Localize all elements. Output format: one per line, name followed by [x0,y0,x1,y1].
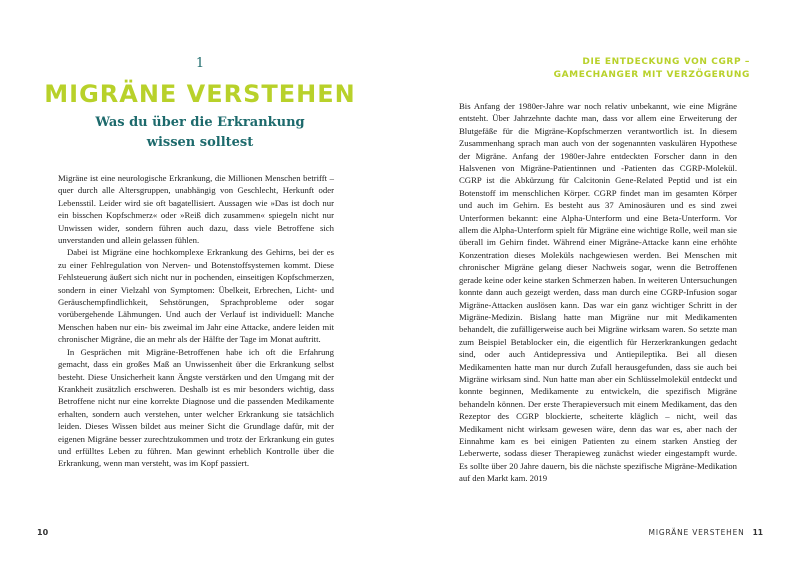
left-body-text [58,172,334,470]
section-heading [480,56,750,82]
left-paragraph: Dabei ist Migräne eine hochkomplexe Erkrankung des Gehirns, bei der es zu einer Fehlregulation von Nerven- und Botenstoffsystemen kommt. Diese Fehlsteuerung äußert sich nicht nur in pochenden, einseitigen Kopfschmerzen, sondern in einer Vielzahl von Symptomen: Übelkeit, Erbrechen, Licht- und Geräuschempfindlichkeit, Sehstörungen, Sprachprobleme oder sogar vorübergehende Lähmungen. Und auch der Verlauf ist individuell: Manche Menschen haben nur ein- bis zweimal im Jahr eine Attacke, andere leiden mit chronischer Migräne, die an mehr als der Hälfte der Tage im Monat auftritt. [58,247,334,345]
section-heading-line-2: GAMECHANGER MIT VERZÖGERUNG [553,70,750,80]
right-footer [649,528,763,537]
left-page-number: 10 [37,528,49,537]
chapter-number: 1 [195,56,205,71]
left-paragraph: Migräne ist eine neurologische Erkrankung, die Millionen Menschen betrifft – quer durch alle Altersgruppen, unabhängig von Geschlecht, Herkunft oder Lebensstil. Leider wird sie oft bagatellisiert. Aussagen wie »Das ist doch nur ein bisschen Kopfschmerz« oder »Reiß dich zusammen« spiegeln nicht nur Unwissen wider, sondern führen auch dazu, dass viele Betroffene sich unverstanden und allein gelassen fühlen. [58,173,334,246]
right-body-text [459,100,737,485]
right-page-number: 11 [752,528,763,537]
chapter-title: MIGRÄNE VERSTEHEN [44,80,356,108]
right-paragraph: Bis Anfang der 1980er-Jahre war noch relativ unbekannt, wie eine Migräne entsteht. Über Jahrzehnte dachte man, dass vor allem eine Erweiterung der Blutgefäße für die Migräne-Kopfschmerzen verantwortlich ist. In diesem Zusammenhang sprach man auch von der sogenannten vaskulären Hypothese der Migräne. Anfang der 1980er-Jahre entdeckten Forscher dann in den Halsvenen von Migräne-Patientinnen und -Patienten das CGRP-Molekül. CGRP ist die Abkürzung für Calcitonin Gene-Related Peptid und ist ein Botenstoff im menschlichen Körper. CGRP findet man im gesamten Körper und auch im Gehirn. Es besteht aus 37 Aminosäuren und es sind zwei Unterformen bekannt: eine Alpha-Unterform und eine Beta-Unterform. Vor allem die Alpha-Unterform spielt für Migräne eine wichtige Rolle, weil man sie überall im Gehirn findet. Während einer Migräne-Attacke kann eine erhöhte Konzentration dieses Moleküls nachgewiesen werden. Bei Menschen mit chronischer Migräne gelang dieser Nachweis sogar, wenn die Betroffenen gerade keine oder keine starken Schmerzen haben. In weiteren Untersuchungen konnte dann auch gezeigt werden, dass man durch eine CGRP-Infusion sogar Migräne-Attacken auslösen kann. Das war ein ganz wichtiger Schritt in der Migräne-Medizin. Bislang hatte man Migräne nur mit Medikamenten behandelt, die zufälligerweise auch bei Migräne wirksam waren. So setzte man zum Beispiel Betablocker ein, die eigentlich für Herzerkrankungen gedacht sind, oder auch Antidepressiva und Antiepileptika. Bei all diesen Medikamenten hatte man nur durch Zufall herausgefunden, dass sie auch bei Migräne wirksam sind. Nun hatte man aber ein Schlüsselmolekül entdeckt und konnte beginnen, Medikamente zu entwickeln, die spezifisch Migräne behandeln können. Der erste Therapieversuch mit einem Medikament, das den Rezeptor des CGRP blockierte, scheiterte kläglich – nicht, weil das Medikament nicht wirksam gewesen wäre, denn das war es, aber nach der Einnahme kam es bei einigen Patienten zu einem starken Anstieg der Leberwerte, sodass dieser Therapieweg zunächst wieder eingestampft wurde. Es sollte über 20 Jahre dauern, bis die nächste spezifische Migräne-Medikation auf den Markt kam. 2019 [459,101,737,484]
running-header: MIGRÄNE VERSTEHEN [648,528,745,537]
left-paragraph: In Gesprächen mit Migräne-Betroffenen habe ich oft die Erfahrung gemacht, dass ein großes Maß an Unwissenheit über die Erkrankung selbst besteht. Diese Unsicherheit kann Ängste verstärken und den Umgang mit der Krankheit zusätzlich erschweren. Deshalb ist es mir besonders wichtig, dass Betroffene nicht nur eine korrekte Diagnose und die passenden Medikamente erhalten, sondern auch verstehen, unter welcher Erkrankung sie tatsächlich leiden. Dieses Wissen bildet aus meiner Sicht die Grundlage dafür, mit der eigenen Migräne besser zurechtzukommen und trotz der Erkrankung ein gutes und erfülltes Leben zu führen. Man gewinnt erheblich Kontrolle über die Erkrankung, wenn man versteht, was im Kopf passiert. [58,346,334,469]
chapter-subtitle [60,113,340,153]
chapter-subtitle-line-2: wissen solltest [146,135,254,150]
chapter-subtitle-line-1: Was du über die Erkrankung [95,115,305,130]
section-heading-line-1: DIE ENTDECKUNG VON CGRP – [582,57,750,67]
